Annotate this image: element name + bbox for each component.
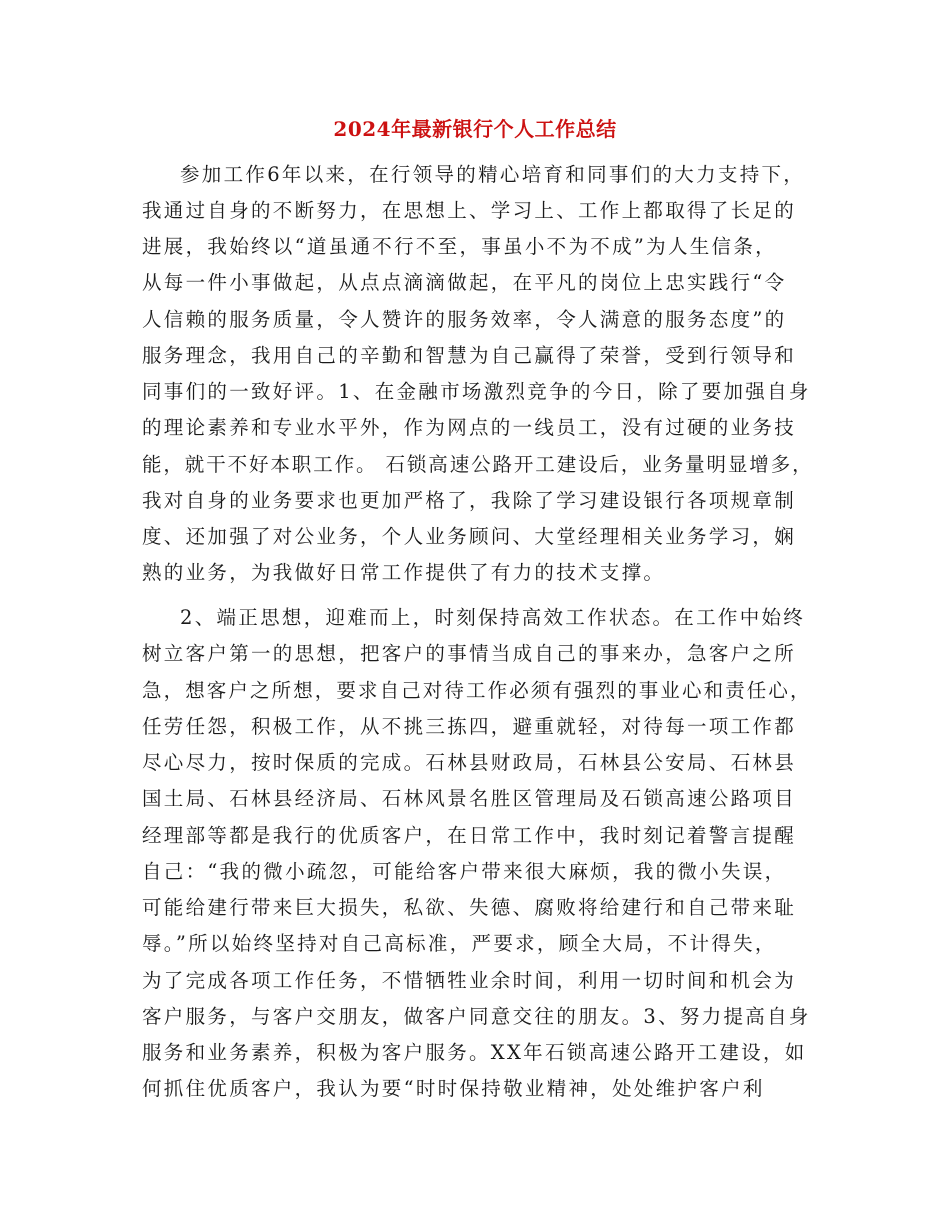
text-line: 服务理念，我用自己的辛勤和智慧为自己赢得了荣誉，受到行领导和: [142, 344, 797, 367]
text-line: 为了完成各项工作任务，不惜牺牲业余时间，利用一切时间和机会为: [142, 969, 797, 992]
text-line: 进展，我始终以“道虽通不行不至，事虽小不为不成”为人生信条，: [142, 235, 777, 258]
text-line: 我对自身的业务要求也更加严格了，我除了学习建设银行各项规章制: [142, 489, 797, 512]
text-line: 客户服务，与客户交朋友，做客户同意交往的朋友。3、努力提高自身: [142, 1005, 811, 1028]
text-line: 人信赖的服务质量，令人赞许的服务效率，令人满意的服务态度”的: [142, 308, 787, 331]
text-line: 可能给建行带来巨大损失，私欲、失德、腐败将给建行和自己带来耻: [142, 896, 797, 919]
text-line: 2、端正思想，迎难而上，时刻保持高效工作状态。在工作中始终: [180, 606, 806, 629]
text-line: 同事们的一致好评。1、在金融市场激烈竞争的今日，除了要加强自身: [142, 380, 811, 403]
text-line: 我通过自身的不断努力，在思想上、学习上、工作上都取得了长足的: [142, 199, 797, 222]
text-line: 度、还加强了对公业务，个人业务顾问、大堂经理相关业务学习，娴: [142, 525, 797, 548]
text-line: 辱。”所以始终坚持对自己高标准，严要求，顾全大局，不计得失，: [142, 932, 777, 955]
text-line: 尽心尽力，按时保质的完成。石林县财政局，石林县公安局、石林县: [142, 751, 797, 774]
text-line: 国土局、石林县经济局、石林风景名胜区管理局及石锁高速公路项目: [142, 787, 797, 810]
text-line: 树立客户第一的思想，把客户的事情当成自己的事来办，急客户之所: [142, 642, 797, 665]
text-line: 任劳任怨，积极工作，从不挑三拣四，避重就轻，对待每一项工作都: [142, 715, 797, 738]
document-title: 2024年最新银行个人工作总结: [333, 117, 617, 141]
text-line: 急，想客户之所想，要求自己对待工作必须有强烈的事业心和责任心，: [142, 679, 812, 702]
text-line: 自己：“我的微小疏忽，可能给客户带来很大麻烦，我的微小失误，: [142, 860, 787, 883]
text-line: 何抓住优质客户，我认为要“时时保持敬业精神，处处维护客户利: [142, 1077, 765, 1100]
text-line: 能，就干不好本职工作。 石锁高速公路开工建设后，业务量明显增多，: [142, 453, 814, 476]
text-line: 经理部等都是我行的优质客户，在日常工作中，我时刻记着警言提醒: [142, 824, 797, 847]
text-line: 的理论素养和专业水平外，作为网点的一线员工，没有过硬的业务技: [142, 416, 797, 439]
text-line: 熟的业务，为我做好日常工作提供了有力的技术支撑。: [142, 561, 666, 584]
text-line: 从每一件小事做起，从点点滴滴做起，在平凡的岗位上忠实践行“令: [142, 271, 787, 294]
text-line: 服务和业务素养，积极为客户服务。XX年石锁高速公路开工建设，如: [142, 1041, 807, 1064]
text-line: 参加工作6年以来，在行领导的精心培育和同事们的大力支持下，: [180, 163, 806, 186]
